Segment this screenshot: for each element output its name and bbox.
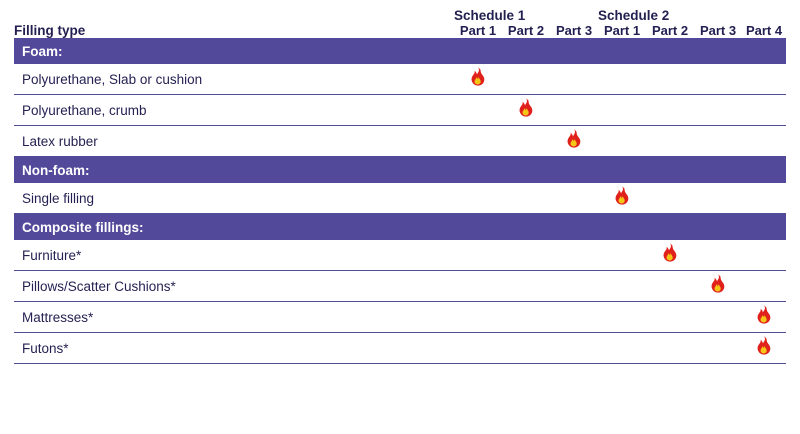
table-row — [14, 240, 786, 271]
requirement-cell — [502, 302, 550, 333]
row-label: Polyurethane, crumb — [14, 95, 454, 126]
table-row — [14, 183, 786, 214]
schedule-2-header: Schedule 2 — [598, 8, 786, 23]
section-label: Foam: — [14, 38, 454, 64]
requirement-cell — [742, 64, 786, 95]
requirement-cell — [694, 302, 742, 333]
requirement-cell — [550, 333, 598, 364]
requirement-cell — [454, 183, 502, 214]
section-filler-cell — [742, 157, 786, 184]
section-filler-cell — [550, 157, 598, 184]
requirement-cell — [550, 183, 598, 214]
requirement-cell — [646, 302, 694, 333]
requirement-marked-cell — [646, 240, 694, 271]
section-filler-cell — [598, 38, 646, 64]
table-row — [14, 333, 786, 364]
section-filler-cell — [646, 214, 694, 241]
section-filler-cell — [454, 214, 502, 241]
requirement-marked-cell — [454, 64, 502, 95]
table-row — [14, 302, 786, 333]
row-label: Pillows/Scatter Cushions* — [14, 271, 454, 302]
section-row — [14, 214, 786, 241]
section-label: Composite fillings: — [14, 214, 454, 241]
requirement-cell — [694, 64, 742, 95]
requirement-cell — [550, 95, 598, 126]
row-label: Futons* — [14, 333, 454, 364]
requirement-cell — [502, 271, 550, 302]
requirement-cell — [598, 302, 646, 333]
requirement-cell — [742, 95, 786, 126]
flame-icon — [564, 128, 584, 150]
column-header-schedule-1-part-3: Part 3 — [550, 23, 598, 38]
requirement-cell — [598, 64, 646, 95]
requirement-cell — [646, 126, 694, 157]
column-header-schedule-2-part-4: Part 4 — [742, 23, 786, 38]
requirement-cell — [454, 302, 502, 333]
table-row — [14, 95, 786, 126]
section-filler-cell — [502, 157, 550, 184]
requirement-cell — [502, 333, 550, 364]
requirement-marked-cell — [742, 302, 786, 333]
section-filler-cell — [502, 38, 550, 64]
row-label: Mattresses* — [14, 302, 454, 333]
table-header-schedule-row — [14, 8, 786, 23]
requirement-cell — [454, 271, 502, 302]
column-header-schedule-2-part-1: Part 1 — [598, 23, 646, 38]
requirement-cell — [454, 240, 502, 271]
requirement-cell — [646, 183, 694, 214]
section-filler-cell — [694, 214, 742, 241]
section-label: Non-foam: — [14, 157, 454, 184]
requirement-cell — [550, 271, 598, 302]
requirement-cell — [646, 95, 694, 126]
requirement-cell — [742, 271, 786, 302]
requirement-marked-cell — [694, 271, 742, 302]
filling-type-schedule-table — [14, 8, 786, 364]
row-label: Latex rubber — [14, 126, 454, 157]
section-filler-cell — [646, 38, 694, 64]
requirement-cell — [550, 240, 598, 271]
column-header-schedule-2-part-2: Part 2 — [646, 23, 694, 38]
section-row — [14, 38, 786, 64]
flame-icon — [708, 273, 728, 295]
requirement-cell — [598, 333, 646, 364]
requirement-cell — [502, 240, 550, 271]
requirement-cell — [454, 95, 502, 126]
column-header-schedule-1-part-1: Part 1 — [454, 23, 502, 38]
section-filler-cell — [550, 38, 598, 64]
requirement-marked-cell — [598, 183, 646, 214]
section-filler-cell — [550, 214, 598, 241]
requirement-cell — [550, 302, 598, 333]
requirement-cell — [502, 183, 550, 214]
section-filler-cell — [598, 157, 646, 184]
section-filler-cell — [598, 214, 646, 241]
requirement-cell — [598, 271, 646, 302]
requirement-cell — [694, 333, 742, 364]
header-spacer — [14, 8, 454, 23]
requirement-cell — [454, 333, 502, 364]
section-row — [14, 157, 786, 184]
row-label: Polyurethane, Slab or cushion — [14, 64, 454, 95]
table-row — [14, 64, 786, 95]
row-label: Furniture* — [14, 240, 454, 271]
section-filler-cell — [646, 157, 694, 184]
requirement-marked-cell — [742, 333, 786, 364]
flame-icon — [516, 97, 536, 119]
section-filler-cell — [694, 38, 742, 64]
requirement-cell — [694, 240, 742, 271]
column-header-schedule-1-part-2: Part 2 — [502, 23, 550, 38]
flame-icon — [754, 304, 774, 326]
requirement-cell — [694, 126, 742, 157]
section-filler-cell — [694, 157, 742, 184]
requirement-marked-cell — [550, 126, 598, 157]
section-filler-cell — [502, 214, 550, 241]
flame-icon — [468, 66, 488, 88]
requirement-cell — [550, 64, 598, 95]
table-row — [14, 126, 786, 157]
table-row — [14, 271, 786, 302]
flame-icon — [612, 185, 632, 207]
requirement-marked-cell — [502, 95, 550, 126]
requirement-cell — [694, 95, 742, 126]
requirement-cell — [502, 64, 550, 95]
document-page — [0, 8, 800, 434]
requirement-cell — [742, 183, 786, 214]
section-filler-cell — [742, 38, 786, 64]
schedule-1-header: Schedule 1 — [454, 8, 598, 23]
requirement-cell — [646, 64, 694, 95]
requirement-cell — [502, 126, 550, 157]
requirement-cell — [742, 240, 786, 271]
requirement-cell — [598, 240, 646, 271]
requirement-cell — [694, 183, 742, 214]
section-filler-cell — [454, 38, 502, 64]
section-filler-cell — [742, 214, 786, 241]
requirement-cell — [646, 271, 694, 302]
column-header-schedule-2-part-3: Part 3 — [694, 23, 742, 38]
filling-type-column-header: Filling type — [14, 23, 454, 38]
requirement-cell — [598, 126, 646, 157]
table-header-part-row — [14, 23, 786, 38]
section-filler-cell — [454, 157, 502, 184]
row-label: Single filling — [14, 183, 454, 214]
flame-icon — [754, 335, 774, 357]
requirement-cell — [598, 95, 646, 126]
requirement-cell — [646, 333, 694, 364]
requirement-cell — [454, 126, 502, 157]
requirement-cell — [742, 126, 786, 157]
flame-icon — [660, 242, 680, 264]
